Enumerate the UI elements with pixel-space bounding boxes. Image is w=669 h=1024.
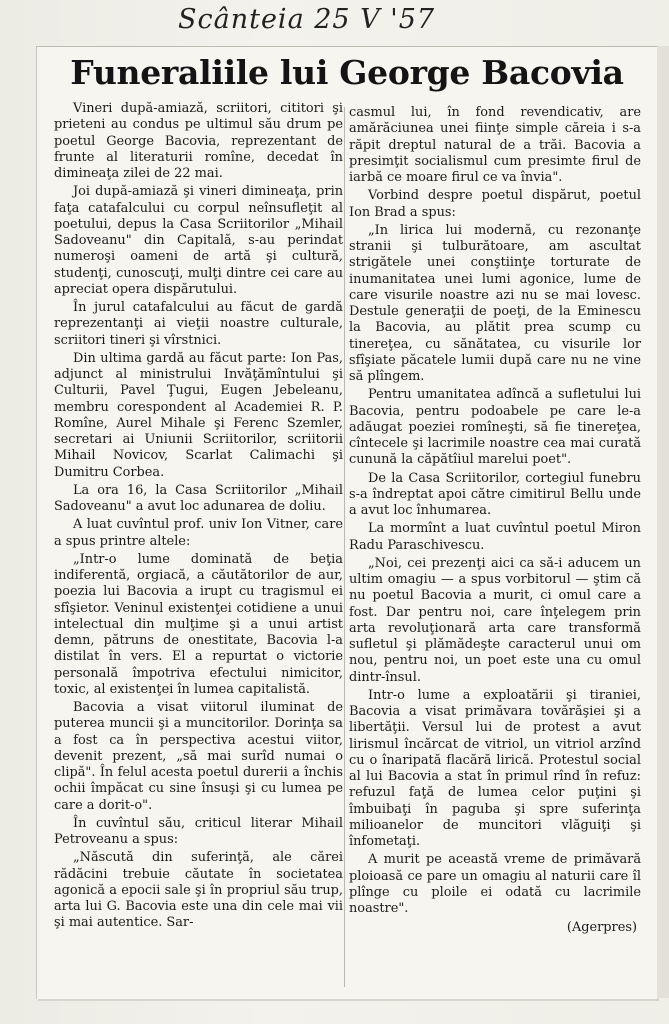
article-paragraph: Bacovia a visat viitorul iluminat de puterea muncii şi a muncitorilor. Dorinţa sa a fost ca în perspectiva acestui viitor, devenit prezent, „să mai surîd numai o clipă". În felul acesta poetul durerii a închis ochii împăcat cu sine însuşi şi cu lumea pe care a dorit-o". xyxy=(54,700,343,813)
page-edge xyxy=(657,46,669,998)
article-paragraph: Vineri după-amiază, scriitori, cititori şi prieteni au condus pe ultimul său drum pe poetul George Bacovia, reprezentant de frunte al literaturii romîne, decedat în dimineaţa zilei de 22 mai. xyxy=(54,101,343,181)
article-paragraph: „Născută din suferinţă, ale cărei rădăcini trebuie căutate în societatea agonică a epocii sale şi în propriul său trup, arta lui G. Bacovia este una din cele mai vii şi mai autentice. Sar- xyxy=(54,850,343,931)
article-paragraph: Vorbind despre poetul dispărut, poetul Ion Brad a spus: xyxy=(349,188,641,220)
article-paragraph: Intr-o lume a exploatării şi tiraniei, Bacovia a visat primăvara tovărăşiei şi a libertăţii. Versul lui de protest a avut lirismul încărcat de vitriol, un vitriol arzînd cu o înaripată flacără lirică. Protestul social al lui Bacovia a stat în primul rînd în refuz: refuzul faţă de lumea celor puţini şi îmbuibaţi în paguba şi spre suferinţa milioanelor de muncitori vlăguiţi şi înfometaţi. xyxy=(349,687,641,849)
article-paragraph: În jurul catafalcului au făcut de gardă reprezentanţi ai vieţii noastre culturale, scriitori tineri şi vîrstnici. xyxy=(54,300,343,348)
article-paragraph: A luat cuvîntul prof. univ Ion Vitner, care a spus printre altele: xyxy=(54,517,343,549)
article-paragraph: Din ultima gardă au făcut parte: Ion Pas, adjunct al ministrului Invăţămîntului şi Culturii, Pavel Ţugui, Eugen Jebeleanu, membru corespondent al Academiei R. P. Romîne, Aurel Mihale şi Ferenc Szemler, secretari ai Uniunii Scriitorilor, scriitorii Mihail Novicov, Scarlat Calimachi şi Dumitru Corbea. xyxy=(54,350,343,480)
agency-credit: (Agerpres) xyxy=(566,920,637,936)
column-divider xyxy=(344,107,345,987)
article-paragraph: casmul lui, în fond revendicativ, are amărăciunea unei fiinţe simple căreia i s-a răpit dreptul natural de a trăi. Bacovia a presimţit socialismul cum presimte firul de iarbă ce moare firul ce va învia". xyxy=(349,105,641,185)
article-paragraph: În cuvîntul său, criticul literar Mihail Petroveanu a spus: xyxy=(54,815,343,847)
article-paragraph: „Intr-o lume dominată de beţia indiferentă, orgiacă, a căutătorilor de aur, poezia lui Bacovia a irupt cu tragismul ei sfîşietor. Veninul existenţei cotidiene a unui intelectual din mulţime şi a unui artist demn, pătruns de onestitate, Bacovia l-a distilat în vers. El a repurtat o victorie personală împotriva efectului nimicitor, toxic, al existenţei în lumea capitalistă. xyxy=(54,551,343,697)
article-paragraph: Pentru umanitatea adîncă a sufletului lui Bacovia, pentru podoabele pe care le-a adăugat poeziei romîneşti, să fie tinereţea, cîntecele şi lacrimile noastre cea mai curată cunună la căpătîiul marelui poet". xyxy=(349,387,641,468)
article-paragraph: La mormînt a luat cuvîntul poetul Miron Radu Paraschivescu. xyxy=(349,521,641,553)
newspaper-clipping xyxy=(36,46,657,999)
article-paragraph: „Noi, cei prezenţi aici ca să-i aducem un ultim omagiu — a spus vorbitorul — ştim că nu poetul Bacovia a murit, ci omul care a fost. Dar pentru noi, care înţelegem prin arta revoluţionară arta care transformă sufletul şi plămădeşte caracterul unui om nou, pentru noi, un poet este una cu omul dintr-însul. xyxy=(349,555,641,685)
article-paragraph: A murit pe această vreme de primăvară ploioasă ce pare un omagiu al naturii care îl plînge cu ploile ei odată cu lacrimile noastre". xyxy=(349,852,641,916)
article-paragraph: „In lirica lui modernă, cu rezonanţe stranii şi tulburătoare, am ascultat strigătele unei conştiinţe torturate de inumanitatea unei lumi agonice, lume de care visurile noastre azi nu se mai lovesc. Destule generaţii de poeţi, de la Eminescu la Bacovia, au plătit prea scump cu tinereţea, cu sănătatea, cu visurile lor sfîşiate păcatele lumii după care nu ne vine să plîngem. xyxy=(349,222,641,384)
article-paragraph: De la Casa Scriitorilor, cortegiul funebru s-a îndreptat apoi către cimitirul Bellu unde a avut loc înhumarea. xyxy=(349,470,641,518)
article-title: Funeraliile lui George Bacovia xyxy=(70,53,624,92)
article-paragraph: La ora 16, la Casa Scriitorilor „Mihail Sadoveanu" a avut loc adunarea de doliu. xyxy=(54,482,343,514)
handwritten-annotation: Scânteia 25 V '57 xyxy=(178,4,436,35)
right-column xyxy=(349,105,641,937)
article-paragraph: Joi după-amiază şi vineri dimineaţa, prin faţa catafalcului cu corpul neînsufleţit al poetului, depus la Casa Scriitorilor „Mihail Sadoveanu" din Capitală, s-au perindat numeroşi oameni de artă şi cultură, studenţi, cunoscuţi, mulţi dintre cei care au apreciat opera dispărutului. xyxy=(54,184,343,297)
left-column xyxy=(54,101,343,934)
